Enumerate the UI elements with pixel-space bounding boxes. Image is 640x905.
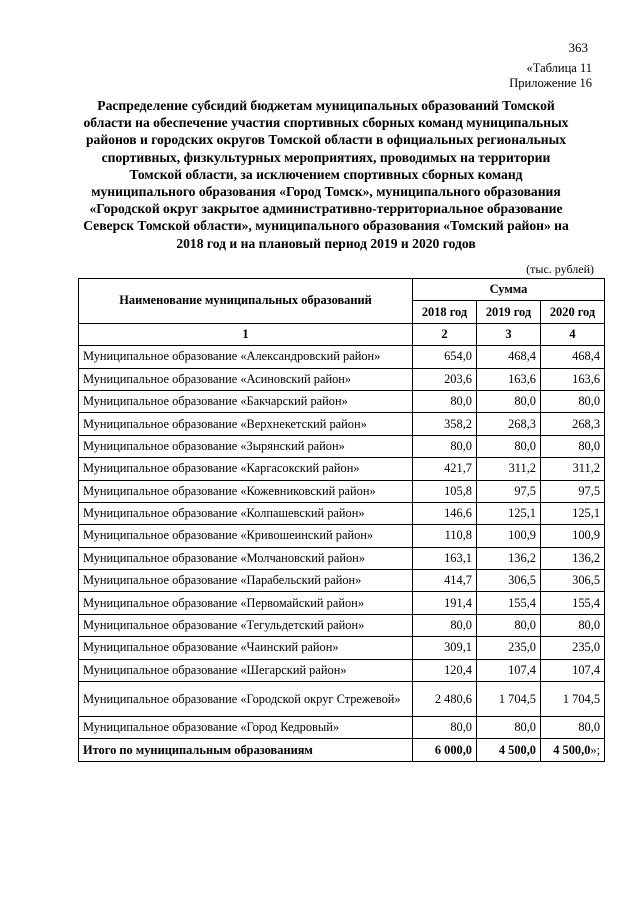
table-row: [79, 682, 605, 717]
value-2019: 80,0: [477, 390, 541, 412]
value-2019: 100,9: [477, 525, 541, 547]
page-number: 363: [568, 40, 588, 55]
table-caption: [509, 61, 592, 91]
value-2018: 80,0: [413, 435, 477, 457]
value-2020: 136,2: [541, 547, 605, 569]
table-row: [79, 592, 605, 614]
municipality-name: Муниципальное образование «Кожевниковский район»: [79, 480, 413, 502]
value-2018: 80,0: [413, 390, 477, 412]
value-2020: 97,5: [541, 480, 605, 502]
value-2019: 1 704,5: [477, 682, 541, 717]
value-2019: 80,0: [477, 435, 541, 457]
header-name: Наименование муниципальных образований: [79, 279, 413, 324]
value-2020: 311,2: [541, 458, 605, 480]
value-2018: 2 480,6: [413, 682, 477, 717]
table-row: [79, 570, 605, 592]
value-2019: 468,4: [477, 346, 541, 368]
value-2019: 80,0: [477, 614, 541, 636]
table-row: [79, 717, 605, 739]
municipality-name: Муниципальное образование «Колпашевский район»: [79, 502, 413, 524]
value-2020: 155,4: [541, 592, 605, 614]
total-name: Итого по муниципальным образованиям: [79, 739, 413, 761]
value-2018: 105,8: [413, 480, 477, 502]
column-number: 3: [477, 323, 541, 345]
value-2020: 1 704,5: [541, 682, 605, 717]
value-2020: 80,0: [541, 435, 605, 457]
table-row: [79, 390, 605, 412]
value-2018: 191,4: [413, 592, 477, 614]
municipality-name: Муниципальное образование «Кривошеинский район»: [79, 525, 413, 547]
value-2020: 80,0: [541, 614, 605, 636]
appendix-label: Приложение 16: [509, 76, 592, 90]
column-number-row: [79, 323, 605, 345]
table-row: [79, 659, 605, 681]
municipality-name: Муниципальное образование «Чаинский район»: [79, 637, 413, 659]
value-2018: 146,6: [413, 502, 477, 524]
value-2019: 311,2: [477, 458, 541, 480]
value-2020: 125,1: [541, 502, 605, 524]
column-number: 2: [413, 323, 477, 345]
table-row: [79, 413, 605, 435]
value-2018: 203,6: [413, 368, 477, 390]
municipality-name: Муниципальное образование «Александровский район»: [79, 346, 413, 368]
value-2019: 97,5: [477, 480, 541, 502]
column-number: 1: [79, 323, 413, 345]
value-2019: 306,5: [477, 570, 541, 592]
table-row: [79, 368, 605, 390]
value-2020: 468,4: [541, 346, 605, 368]
value-2018: 80,0: [413, 614, 477, 636]
municipality-name: Муниципальное образование «Первомайский район»: [79, 592, 413, 614]
value-2018: 110,8: [413, 525, 477, 547]
value-2019: 107,4: [477, 659, 541, 681]
table-row: [79, 637, 605, 659]
table-row: [79, 614, 605, 636]
header-sum: Сумма: [413, 279, 605, 301]
value-2019: 163,6: [477, 368, 541, 390]
value-2019: 136,2: [477, 547, 541, 569]
total-2018: 6 000,0: [413, 739, 477, 761]
table-row: [79, 435, 605, 457]
header-year-2020: 2020 год: [541, 301, 605, 323]
subsidy-table: [78, 278, 605, 762]
units-label: (тыс. рублей): [526, 262, 594, 276]
total-row: [79, 739, 605, 761]
closing-quote: »;: [590, 742, 601, 757]
value-2020: 306,5: [541, 570, 605, 592]
municipality-name: Муниципальное образование «Шегарский район»: [79, 659, 413, 681]
table-row: [79, 502, 605, 524]
value-2020: 163,6: [541, 368, 605, 390]
value-2018: 163,1: [413, 547, 477, 569]
value-2019: 125,1: [477, 502, 541, 524]
value-2020: 107,4: [541, 659, 605, 681]
header-year-2019: 2019 год: [477, 301, 541, 323]
total-2020: [541, 739, 605, 761]
municipality-name: Муниципальное образование «Парабельский район»: [79, 570, 413, 592]
value-2019: 155,4: [477, 592, 541, 614]
value-2020: 100,9: [541, 525, 605, 547]
value-2018: 80,0: [413, 717, 477, 739]
municipality-name: Муниципальное образование «Город Кедровый»: [79, 717, 413, 739]
total-2020-value: 4 500,0: [553, 742, 591, 757]
municipality-name: Муниципальное образование «Зырянский район»: [79, 435, 413, 457]
table-row: [79, 525, 605, 547]
municipality-name: Муниципальное образование «Городской округ Стрежевой»: [79, 682, 413, 717]
value-2020: 80,0: [541, 390, 605, 412]
municipality-name: Муниципальное образование «Каргасокский район»: [79, 458, 413, 480]
header-year-2018: 2018 год: [413, 301, 477, 323]
value-2018: 358,2: [413, 413, 477, 435]
value-2018: 414,7: [413, 570, 477, 592]
value-2020: 80,0: [541, 717, 605, 739]
municipality-name: Муниципальное образование «Верхнекетский район»: [79, 413, 413, 435]
table-row: [79, 458, 605, 480]
municipality-name: Муниципальное образование «Асиновский район»: [79, 368, 413, 390]
total-2019: 4 500,0: [477, 739, 541, 761]
value-2019: 268,3: [477, 413, 541, 435]
table-body: [79, 346, 605, 739]
municipality-name: Муниципальное образование «Тегульдетский район»: [79, 614, 413, 636]
value-2020: 235,0: [541, 637, 605, 659]
value-2018: 120,4: [413, 659, 477, 681]
value-2018: 421,7: [413, 458, 477, 480]
table-row: [79, 346, 605, 368]
table-caption-label: «Таблица 11: [526, 61, 592, 75]
table-row: [79, 547, 605, 569]
value-2019: 235,0: [477, 637, 541, 659]
header-row: [79, 279, 605, 301]
column-number: 4: [541, 323, 605, 345]
value-2019: 80,0: [477, 717, 541, 739]
municipality-name: Муниципальное образование «Молчановский район»: [79, 547, 413, 569]
value-2018: 654,0: [413, 346, 477, 368]
municipality-name: Муниципальное образование «Бакчарский район»: [79, 390, 413, 412]
table-row: [79, 480, 605, 502]
value-2018: 309,1: [413, 637, 477, 659]
document-title: Распределение субсидий бюджетам муниципальных образований Томской области на обеспечение участия спортивных сборных команд муниципальных районов и городских округов Томской области в официальных региональных спортивных, физкультурных мероприятиях, проводимых на территории Томской области, за исключением спортивных сборных команд муниципального образования «Город Томск», муниципального образования «Городской округ закрытое административно-территориальное образование Северск Томской области», муниципального образования «Томский район» на 2018 год и на плановый период 2019 и 2020 годов: [83, 98, 569, 251]
value-2020: 268,3: [541, 413, 605, 435]
